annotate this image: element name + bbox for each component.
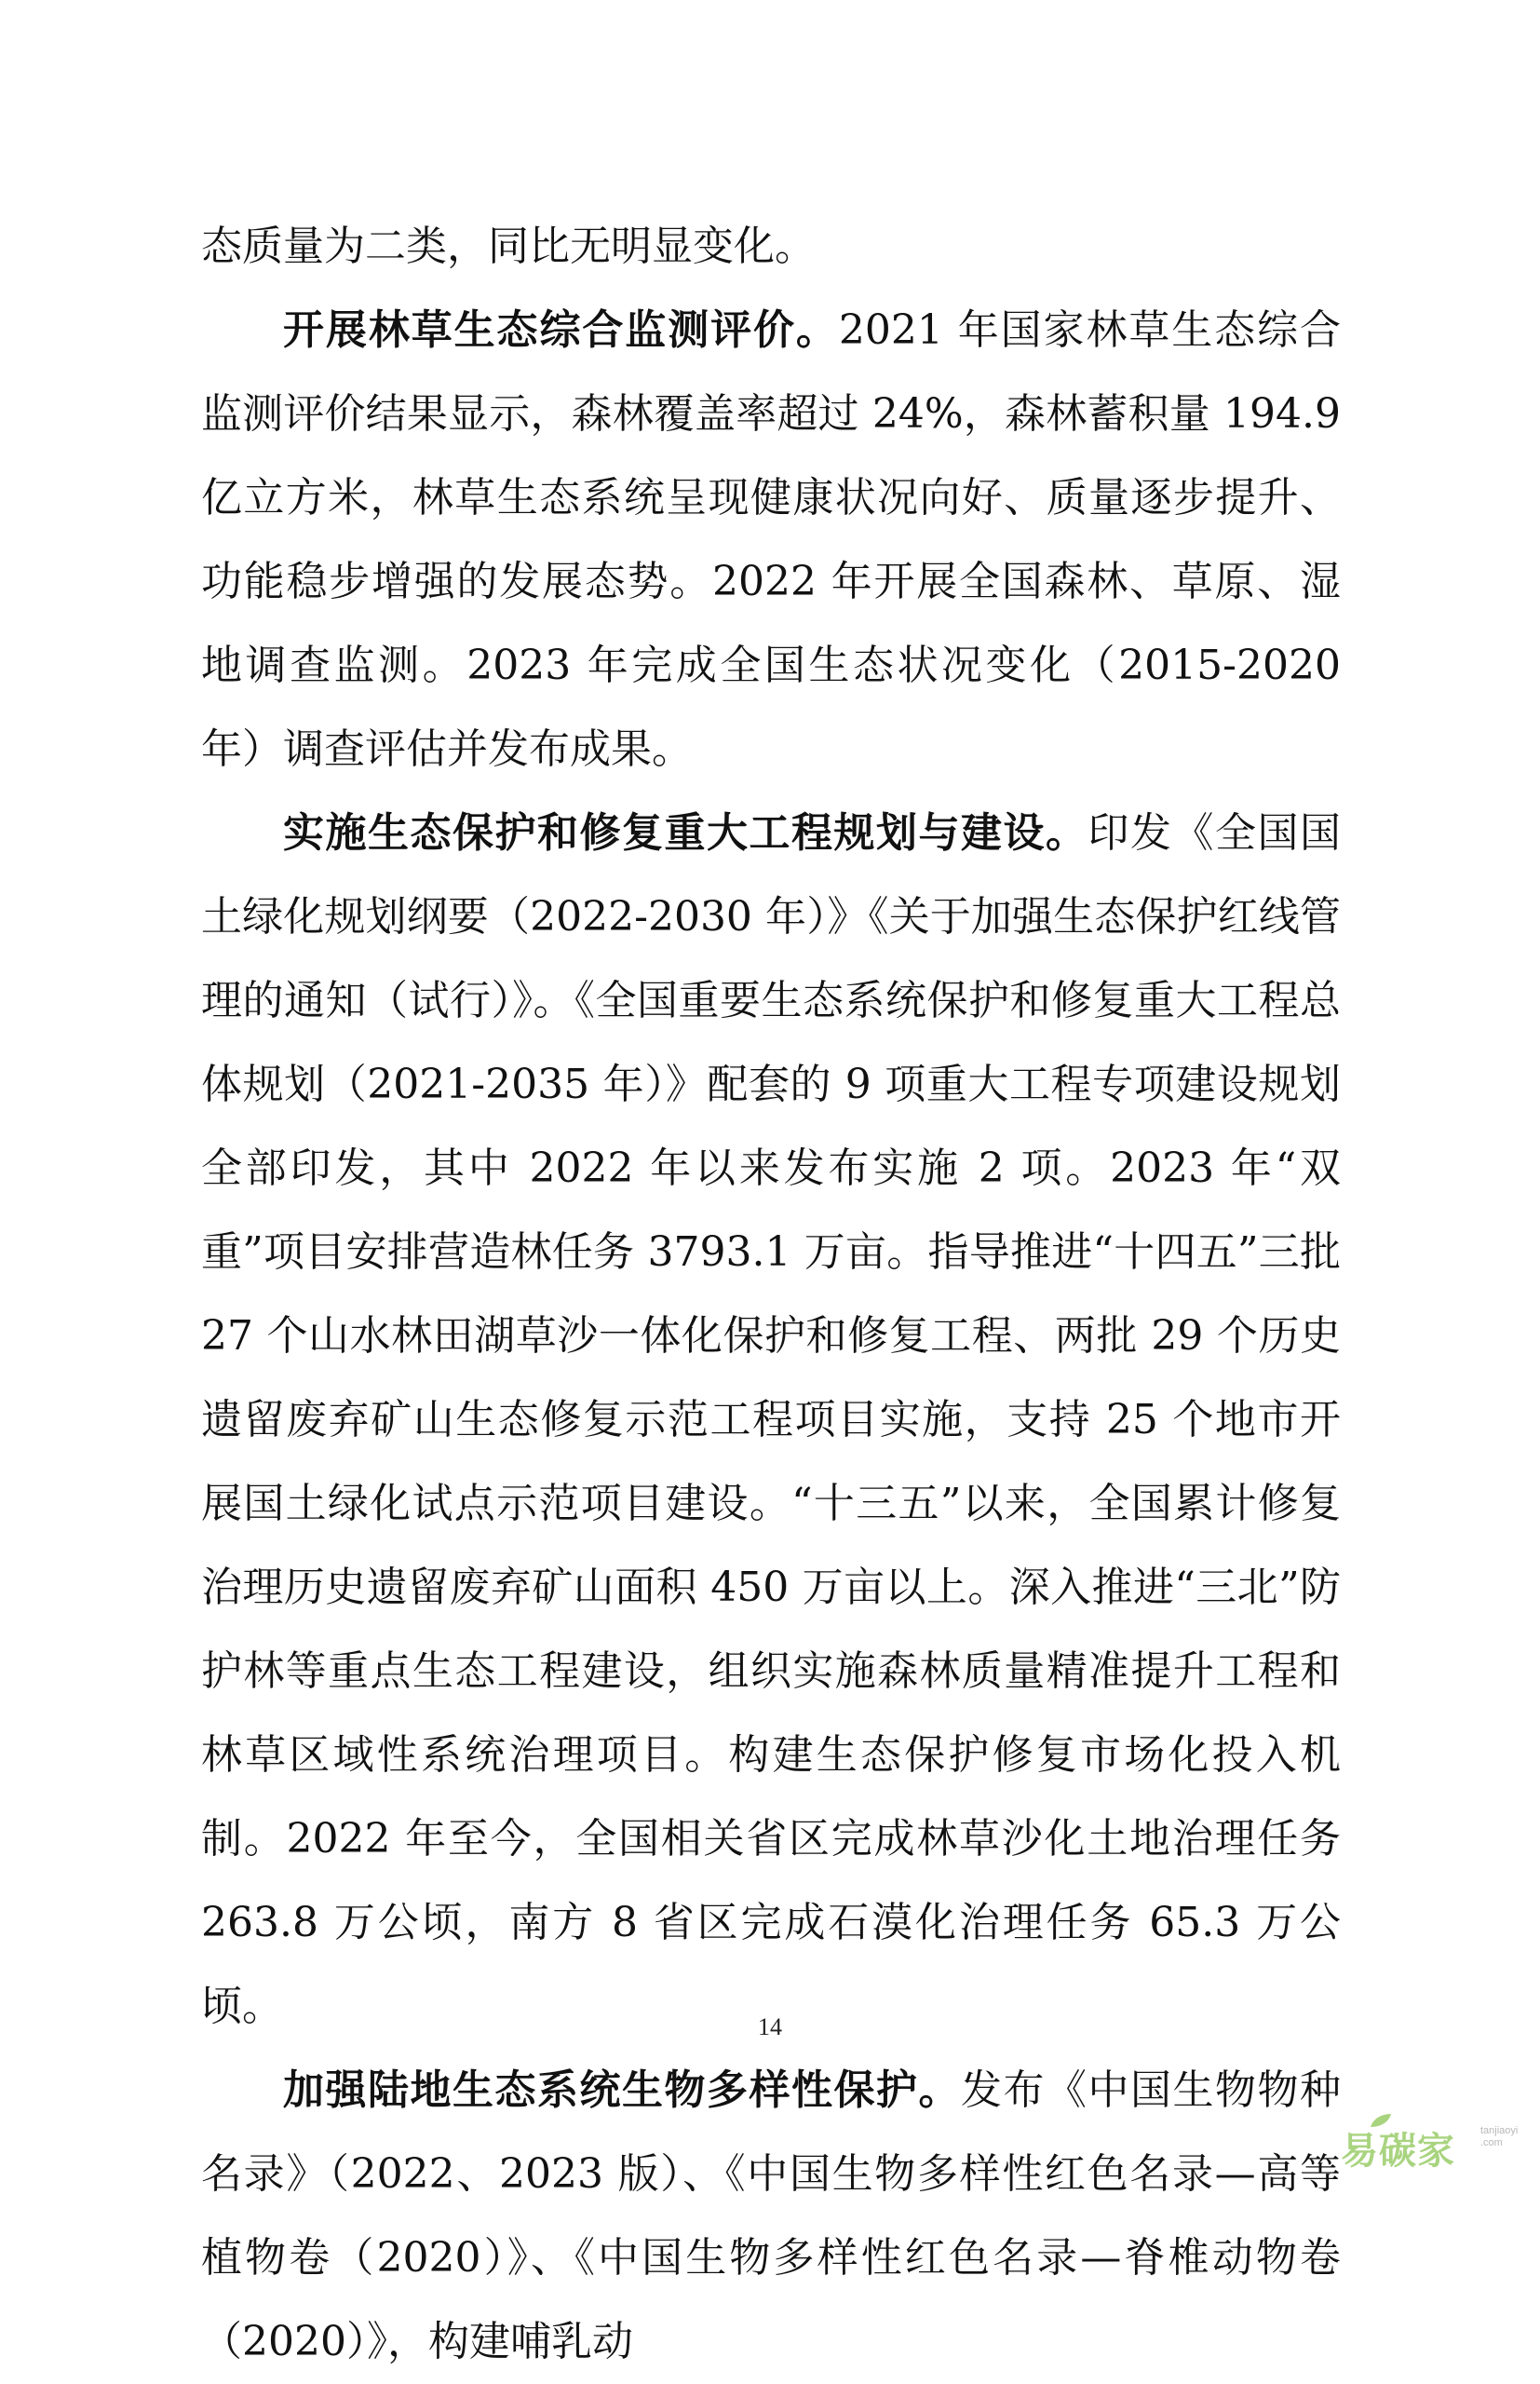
paragraph-text: 2021 年国家林草生态综合监测评价结果显示，森林覆盖率超过 24%，森林蓄积量 194.9 亿立方米，林草生态系统呈现健康状况向好、质量逐步提升、功能稳步增强的发展态势。2022 年开展全国森林、草原、湿地调查监测。2023 年完成全国生态状况变化（2015-2020 年）调查评估并发布成果。 <box>201 306 1342 773</box>
watermark-url-line2: .com <box>1480 2137 1503 2148</box>
paragraph-text: 印发《全国国土绿化规划纲要（2022-2030 年）》《关于加强生态保护红线管理的通知（试行）》。《全国重要生态系统保护和修复重大工程总体规划（2021-2035 年）》配套的 9 项重大工程专项建设规划全部印发，其中 2022 年以来发布实施 2 项。2023 年“双重”项目安排营造林任务 3793.1 万亩。指导推进“十四五”三批 27 个山水林田湖草沙一体化保护和修复工程、两批 29 个历史遗留废弃矿山生态修复示范工程项目实施，支持 25 个地市开展国土绿化试点示范项目建设。“十三五”以来，全国累计修复治理历史遗留废弃矿山面积 450 万亩以上。深入推进“三北”防护林等重点生态工程建设，组织实施森林质量精准提升工程和林草区域性系统治理项目。构建生态保护修复市场化投入机制。2022 年至今，全国相关省区完成林草沙化土地治理任务 263.8 万公顷，南方 8 省区完成石漠化治理任务 65.3 万公顷。 <box>201 809 1341 2030</box>
watermark-url <box>1480 2125 1536 2149</box>
paragraph-text: 发布《中国生物物种名录》（2022、2023 版）、《中国生物多样性红色名录—高等植物卷（2020）》、《中国生物多样性红色名录—脊椎动物卷（2020）》，构建哺乳动 <box>201 2066 1341 2365</box>
body-text <box>201 205 1341 2384</box>
paragraph-forest-grass-monitoring <box>201 289 1341 792</box>
watermark-logo <box>1341 2120 1536 2174</box>
page-number: 14 <box>758 2013 782 2040</box>
paragraph-continuation <box>201 205 1341 289</box>
paragraph-text: 态质量为二类，同比无明显变化。 <box>201 223 816 270</box>
paragraph-biodiversity <box>201 2049 1341 2384</box>
paragraph-ecological-restoration <box>201 792 1341 2049</box>
paragraph-heading: 开展林草生态综合监测评价。 <box>283 306 839 354</box>
paragraph-heading: 实施生态保护和修复重大工程规划与建设。 <box>283 809 1088 857</box>
paragraph-heading: 加强陆地生态系统生物多样性保护。 <box>283 2066 961 2114</box>
watermark-url-line1: tanjiaoyi <box>1480 2125 1519 2136</box>
watermark-brand: 易碳家 <box>1341 2130 1455 2173</box>
